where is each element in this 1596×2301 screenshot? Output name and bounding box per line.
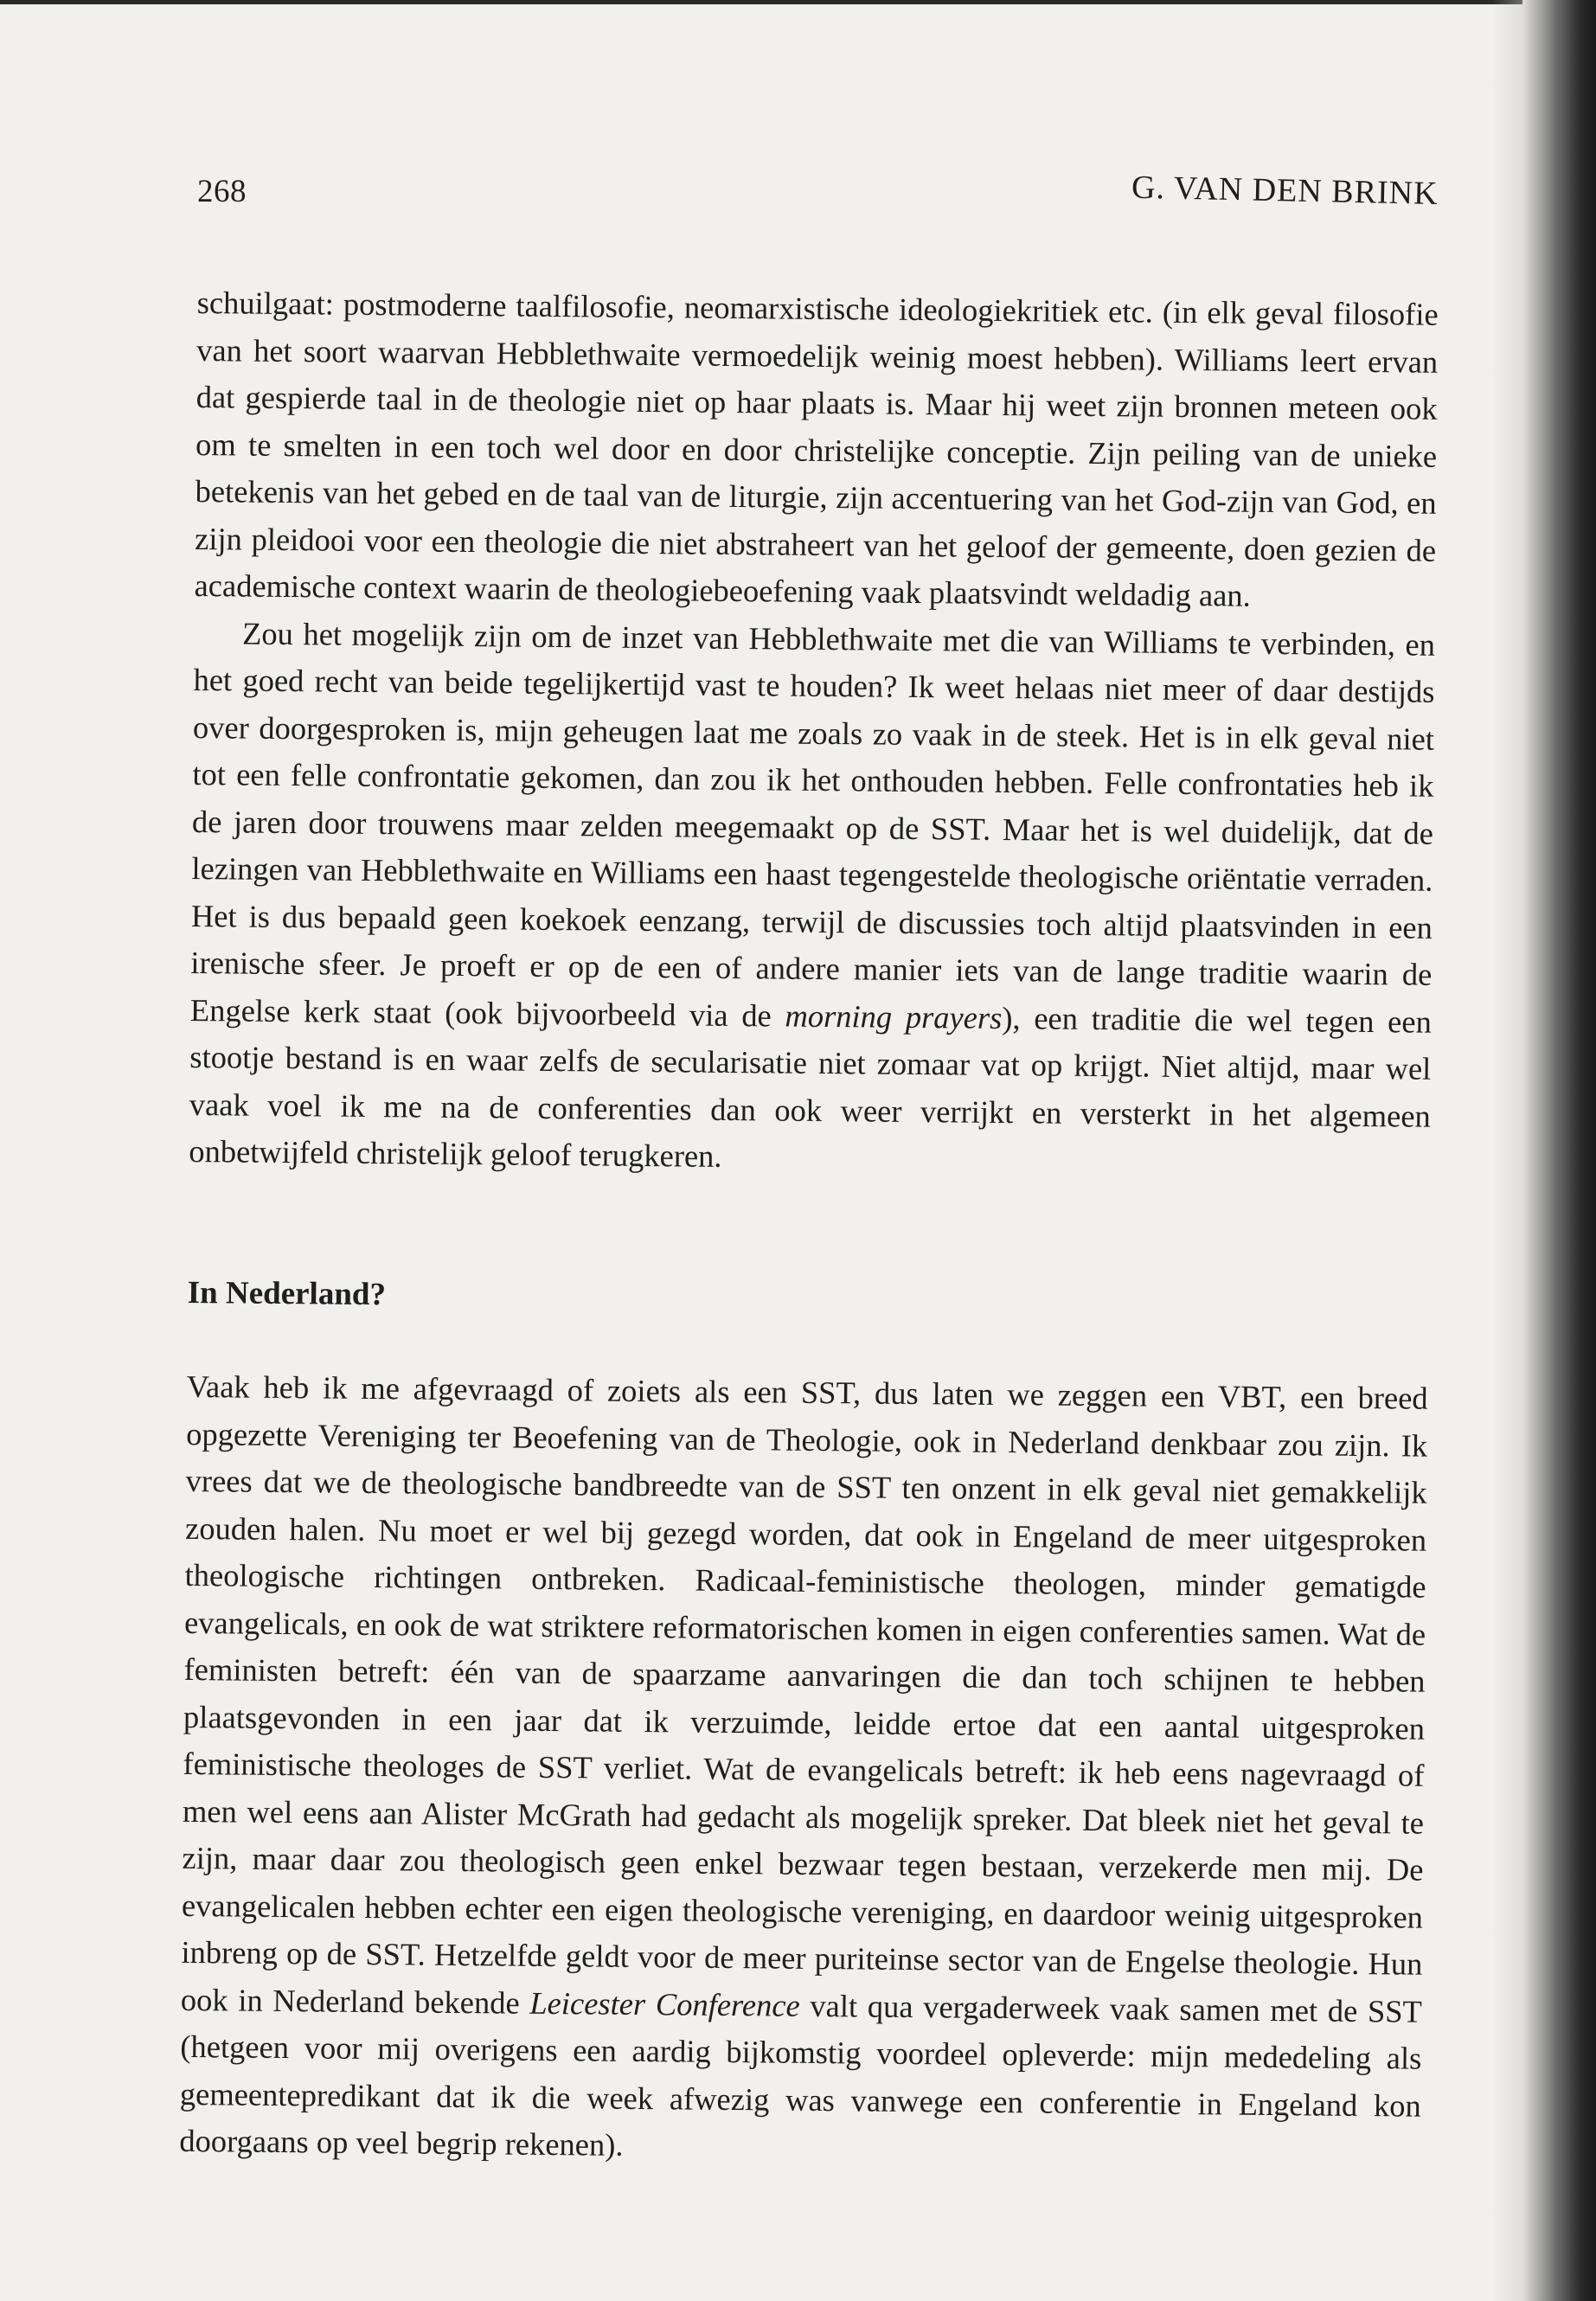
paragraph-2-text-b: ), een traditie die wel tegen een stootje bestand is en waar zelfs de secularisatie niet zomaar vat op krijgt. Niet altijd, maar wel vaak voel ik me na de conferenties dan ook weer verrijkt en versterkt in het algemeen onbetwijfeld christelijk geloof terugkeren.: [189, 999, 1433, 1174]
page-binding-shadow: [1492, 0, 1596, 2301]
running-head-author: G. VAN DEN BRINK: [1131, 169, 1439, 212]
paragraph-1: schuilgaat: postmoderne taalfilosofie, neomarxistische ideologiekritiek etc. (in elk geval filosofie van het soort waarvan Hebblethwaite vermoedelijk weinig moest hebben). Williams leert ervan dat gespierde taal in de theologie niet op haar plaats is. Maar hij weet zijn bronnen meteen ook om te smelten in een toch wel door en door christelijke conceptie. Zijn peiling van de unieke betekenis van het gebed en de taal van de liturgie, zijn accentuering van het God-zijn van God, en zijn pleidooi voor een theologie die niet abstraheert van het geloof der gemeente, doen gezien de academische context waarin de theologiebeoefening vaak plaatsvindt weldadig aan.: [194, 284, 1439, 613]
paragraph-3: [179, 1363, 1428, 2176]
running-header: [197, 169, 1439, 225]
article-body: [179, 279, 1439, 2176]
page-top-rule: [0, 0, 1522, 4]
paragraph-3-text-a: Vaak heb ik me afgevraagd of zoiets als een SST, dus laten we zeggen een VBT, een breed opgezette Vereniging ter Beoefening van de Theologie, ook in Nederland denkbaar zou zijn. Ik vrees dat we de theologische bandbreedte van de SST ten onzent in elk geval niet gemakkelijk zouden halen. Nu moet er wel bij gezegd worden, dat ook in Engeland de meer uitgesproken theologische richtingen ontbreken. Radicaal-feministische theologen, minder gematigde evangelicals, en ook de wat striktere reformatorischen komen in eigen conferenties samen. Wat de feministen betreft: één van de spaarzame aanvaringen die dan toch schijnen te hebben plaatsgevonden in een jaar dat ik verzuimde, leidde ertoe dat een aantal uitgesproken feministische theologes de SST verliet. Wat de evangelicals betreft: ik heb eens nagevraagd of men wel eens aan Alister McGrath had gedacht als mogelijk spreker. Dat bleek niet het geval te zijn, maar daar zou theologisch geen enkel bezwaar tegen bestaan, verzekerde men mij. De evangelicalen hebben echter een eigen theologische vereniging, en daardoor weinig uitgesproken inbreng op de SST. Hetzelfde geldt voor de meer puriteinse sector van de Engelse theologie. Hun ook in Nederland bekende: [180, 1368, 1428, 2021]
italic-leicester-conference: Leicester Conference: [529, 1984, 800, 2023]
paragraph-2: [189, 609, 1435, 1187]
paragraph-3-text-b: valt qua vergaderweek vaak samen met de SST (hetgeen voor mij overigens een aardig bijkomstig voordeel opleverde: mijn mededeling als gemeentepredikant dat ik die week afwezig was vanwege een conferentie in Engeland kon doorgaans op veel begrip rekenen).: [179, 1987, 1423, 2163]
section-heading: In Nederland?: [187, 1274, 387, 1312]
paragraph-2-text-a: Zou het mogelijk zijn om de inzet van Hebblethwaite met die van Williams te verbinden, en het goed recht van beide tegelijkertijd vast te houden? Ik weet helaas niet meer of daar destijds over doorgesproken is, mijn geheugen laat me zoals zo vaak in de steek. Het is in elk geval niet tot een felle confrontatie gekomen, dan zou ik het onthouden hebben. Felle confrontaties heb ik de jaren door trouwens maar zelden meegemaakt op de SST. Maar het is wel duidelijk, dat de lezingen van Hebblethwaite en Williams een haast tegengestelde theologische oriëntatie verraden. Het is dus bepaald geen koekoek eenzang, terwijl de discussies toch altijd plaatsvinden in een irenische sfeer. Je proeft er op de een of andere manier iets van de lange traditie waarin de Engelse kerk staat (ook bijvoorbeeld via de: [189, 615, 1436, 1034]
italic-morning-prayers: morning prayers: [785, 997, 1003, 1035]
page-number: 268: [197, 174, 247, 209]
